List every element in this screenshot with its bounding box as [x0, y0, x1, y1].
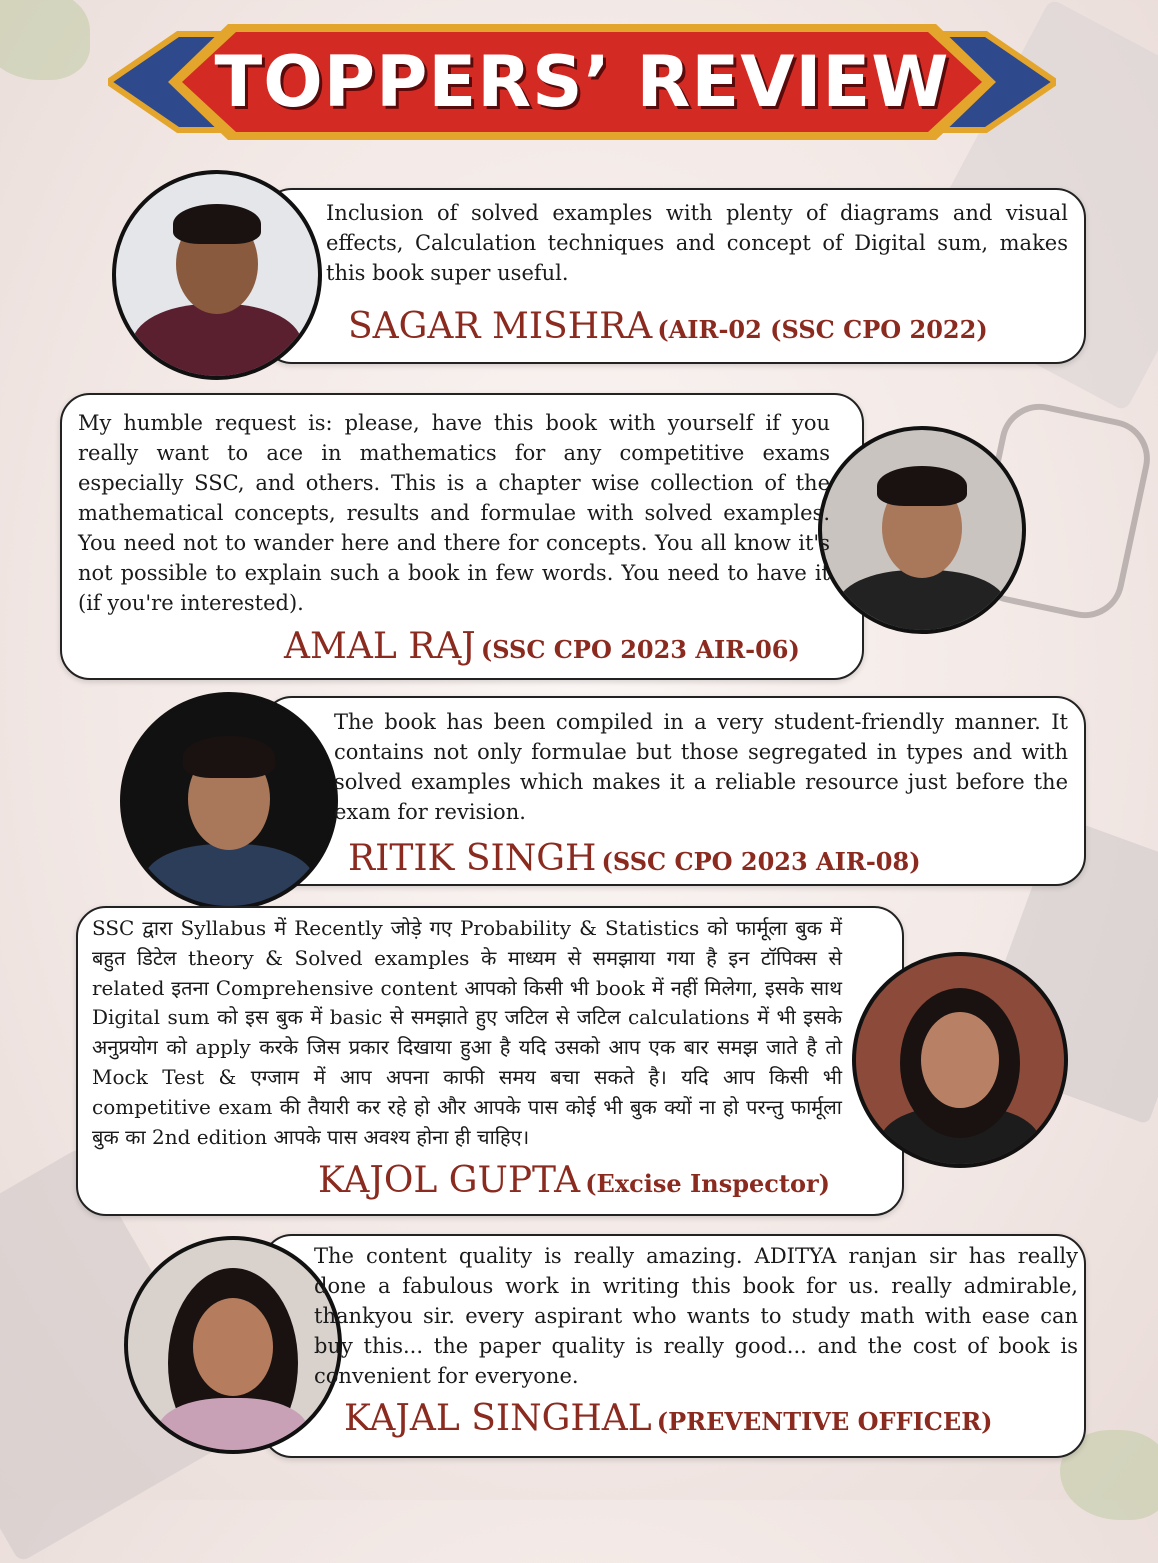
background-plant — [0, 0, 90, 80]
reviewer-photo — [818, 426, 1026, 634]
review-text: My humble request is: please, have this book with yourself if you really want to ace in mathematics for any competitive exams especially SSC, and others. This is a chapter wise collection of the mathematical concepts, results and formulae with solved examples. You need not to wander here and there for concepts. You all know it's not possible to explain such a book in few words. You need to have it (if you're interested). — [78, 411, 830, 615]
reviewer-credit — [348, 838, 921, 879]
reviewer-credit — [344, 1398, 993, 1439]
reviewer-credit — [348, 306, 988, 347]
reviewer-name: SAGAR MISHRA — [348, 306, 653, 347]
reviewer-photo — [112, 170, 322, 380]
page-title: TOPPERS’ REVIEW — [214, 41, 950, 123]
review-text: The book has been compiled in a very student-friendly manner. It contains not only formulae but those segregated in types and with solved examples which makes it a reliable resource just before the exam for revision. — [334, 710, 1068, 824]
reviewer-tag: (AIR-02 (SSC CPO 2022) — [657, 315, 988, 344]
reviewer-tag: (SSC CPO 2023 AIR-08) — [601, 847, 921, 876]
title-banner — [108, 18, 1056, 146]
reviewer-credit — [318, 1160, 830, 1201]
review-text: SSC द्वारा Syllabus में Recently जोड़े गए Probability & Statistics को फार्मूला बुक में बहुत डिटेल theory & Solved examples के माध्यम से समझाया गया है इन टॉपिक्स से related इतना Comprehensive content आपको किसी भी book में नहीं मिलेगा, इसके साथ Digital sum को इस बुक में basic से समझाते हुए जटिल से जटिल calculations में भी इसके अनुप्रयोग को apply करके जिस प्रकार दिखाया हुआ है यदि उसको आप एक बार समझ जाते है तो Mock Test & एग्जाम में आप अपना काफी समय बचा सकते है। यदि आप किसी भी competitive exam की तैयारी कर रहे हो और आपके पास कोई भी बुक क्यों ना हो परन्तु फार्मूला बुक का 2nd edition आपके पास अवश्य होना ही चाहिए। — [92, 916, 842, 1149]
reviewer-name: KAJOL GUPTA — [318, 1160, 581, 1201]
reviewer-credit — [284, 626, 800, 667]
reviewer-photo — [852, 952, 1068, 1168]
reviewer-tag: (PREVENTIVE OFFICER) — [656, 1407, 993, 1436]
reviewer-name: KAJAL SINGHAL — [344, 1398, 652, 1439]
review-text: The content quality is really amazing. ADITYA ranjan sir has really done a fabulous work in writing this book for us. really admirable, thankyou sir. every aspirant who wants to study math with ease can buy this... the paper quality is really good... and the cost of book is convenient for everyone. — [314, 1244, 1078, 1388]
reviewer-tag: (SSC CPO 2023 AIR-06) — [480, 635, 800, 664]
reviewer-photo — [120, 692, 338, 910]
reviewer-name: RITIK SINGH — [348, 838, 597, 879]
reviewer-photo — [124, 1236, 342, 1454]
reviewer-name: AMAL RAJ — [284, 626, 476, 667]
reviewer-tag: (Excise Inspector) — [585, 1169, 830, 1198]
review-text: Inclusion of solved examples with plenty of diagrams and visual effects, Calculation techniques and concept of Digital sum, makes this book super useful. — [326, 201, 1068, 285]
